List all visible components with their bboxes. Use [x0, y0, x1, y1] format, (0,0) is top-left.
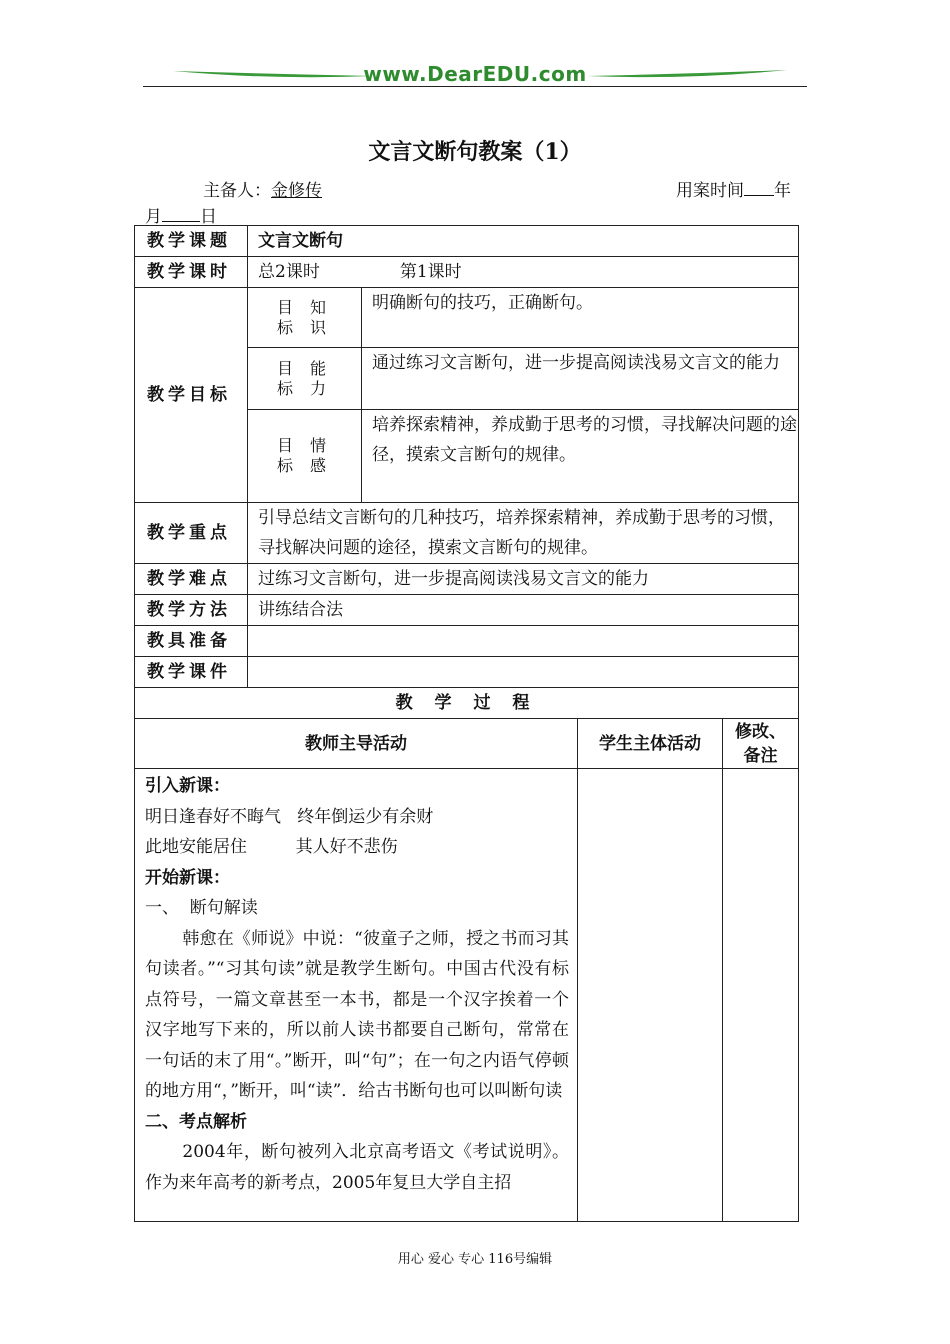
goal-sub-emotion: 目 情 标 感 [248, 410, 362, 503]
intro-heading: 引入新课： [145, 776, 230, 796]
key-point-row [135, 503, 799, 564]
usetime-line [676, 176, 791, 201]
preparer-line [203, 176, 322, 201]
goal-text-emotion: 培养探索精神，养成勤于思考的习惯，寻找解决问题的途径，摸索文言断句的规律。 [362, 410, 799, 503]
document-title: 文言文断句教案（1） [368, 139, 582, 165]
section-1-heading: 一、 断句解读 [145, 898, 258, 918]
paragraph-2: 2004年，断句被列入北京高考语文《考试说明》。作为来年高考的新考点，2005年复旦大学自主招 [145, 1142, 569, 1193]
day-label: 日 [200, 207, 217, 227]
page-footer: 用心 爱心 专心 116号编辑 [397, 1252, 553, 1267]
year-blank [744, 181, 774, 196]
month-blank [162, 207, 200, 222]
teacher-activity-cell [135, 769, 578, 1222]
method-row [135, 595, 799, 626]
tools-value [248, 626, 799, 657]
goal-text-ability: 通过练习文言断句，进一步提高阅读浅易文言文的能力 [362, 348, 799, 410]
topic-value: 文言文断句 [248, 226, 799, 257]
difficulty-label: 教学难点 [135, 564, 248, 595]
month-day-line [145, 202, 217, 227]
hours-total: 总2课时 [258, 262, 320, 282]
usetime-label: 用案时间 [676, 181, 744, 201]
courseware-value [248, 657, 799, 688]
process-heading-row [135, 688, 799, 719]
month-label: 月 [145, 207, 162, 227]
col-student-header: 学生主体活动 [578, 719, 723, 769]
lesson-plan-table [134, 225, 799, 1222]
right-swoosh-graphic [587, 68, 787, 78]
preparer-label: 主备人： [203, 181, 271, 201]
hours-label: 教学课时 [135, 257, 248, 288]
hours-current: 第1课时 [399, 262, 462, 282]
key-point-label: 教学重点 [135, 503, 248, 564]
page-header [143, 60, 807, 90]
method-label: 教学方法 [135, 595, 248, 626]
goal-sub-knowledge: 目 知 标 识 [248, 288, 362, 348]
hours-value [248, 257, 799, 288]
goal-sub-ability: 目 能 标 力 [248, 348, 362, 410]
process-heading: 教 学 过 程 [135, 688, 799, 719]
process-columns-row [135, 719, 799, 769]
header-rule [143, 86, 807, 87]
site-logo: www.DearEDU.com [363, 62, 587, 86]
section-2-heading: 二、考点解析 [145, 1111, 247, 1132]
goals-label: 教学目标 [135, 288, 248, 503]
student-activity-cell [578, 769, 723, 1222]
tools-label: 教具准备 [135, 626, 248, 657]
year-label: 年 [774, 181, 791, 201]
process-body-row [135, 769, 799, 1222]
notes-cell [723, 769, 799, 1222]
difficulty-value: 过练习文言断句，进一步提高阅读浅易文言文的能力 [248, 564, 799, 595]
goal-row-knowledge [135, 288, 799, 348]
preparer-name: 金修传 [271, 181, 322, 201]
tools-row [135, 626, 799, 657]
key-point-value: 引导总结文言断句的几种技巧，培养探索精神，养成勤于思考的习惯，寻找解决问题的途径，摸索文言断句的规律。 [248, 503, 799, 564]
difficulty-row [135, 564, 799, 595]
couplet-line-2: 此地安能居住 其人好不悲伤 [145, 837, 398, 857]
courseware-row [135, 657, 799, 688]
topic-label: 教学课题 [135, 226, 248, 257]
courseware-label: 教学课件 [135, 657, 248, 688]
method-value: 讲练结合法 [248, 595, 799, 626]
couplet-line-1: 明日逢春好不晦气 终年倒运少有余财 [145, 806, 434, 827]
col-teacher-header: 教师主导活动 [135, 719, 578, 769]
hours-row [135, 257, 799, 288]
start-heading: 开始新课： [145, 867, 230, 888]
paragraph-1: 韩愈在《师说》中说：“彼童子之师，授之书而习其句读者。”“习其句读”就是教学生断句。中国古代没有标点符号，一篇文章甚至一本书，都是一个汉字挨着一个汉字地写下来的，所以前人读书都要自己断句，常常在一句话的末了用“。”断开，叫“句”；在一句之内语气停顿的地方用“，”断开，叫“读”．给古书断句也可以叫断句读 [145, 928, 569, 1101]
col-notes-header: 修改、备注 [723, 719, 799, 769]
topic-row [135, 226, 799, 257]
goal-text-knowledge: 明确断句的技巧，正确断句。 [362, 288, 799, 348]
